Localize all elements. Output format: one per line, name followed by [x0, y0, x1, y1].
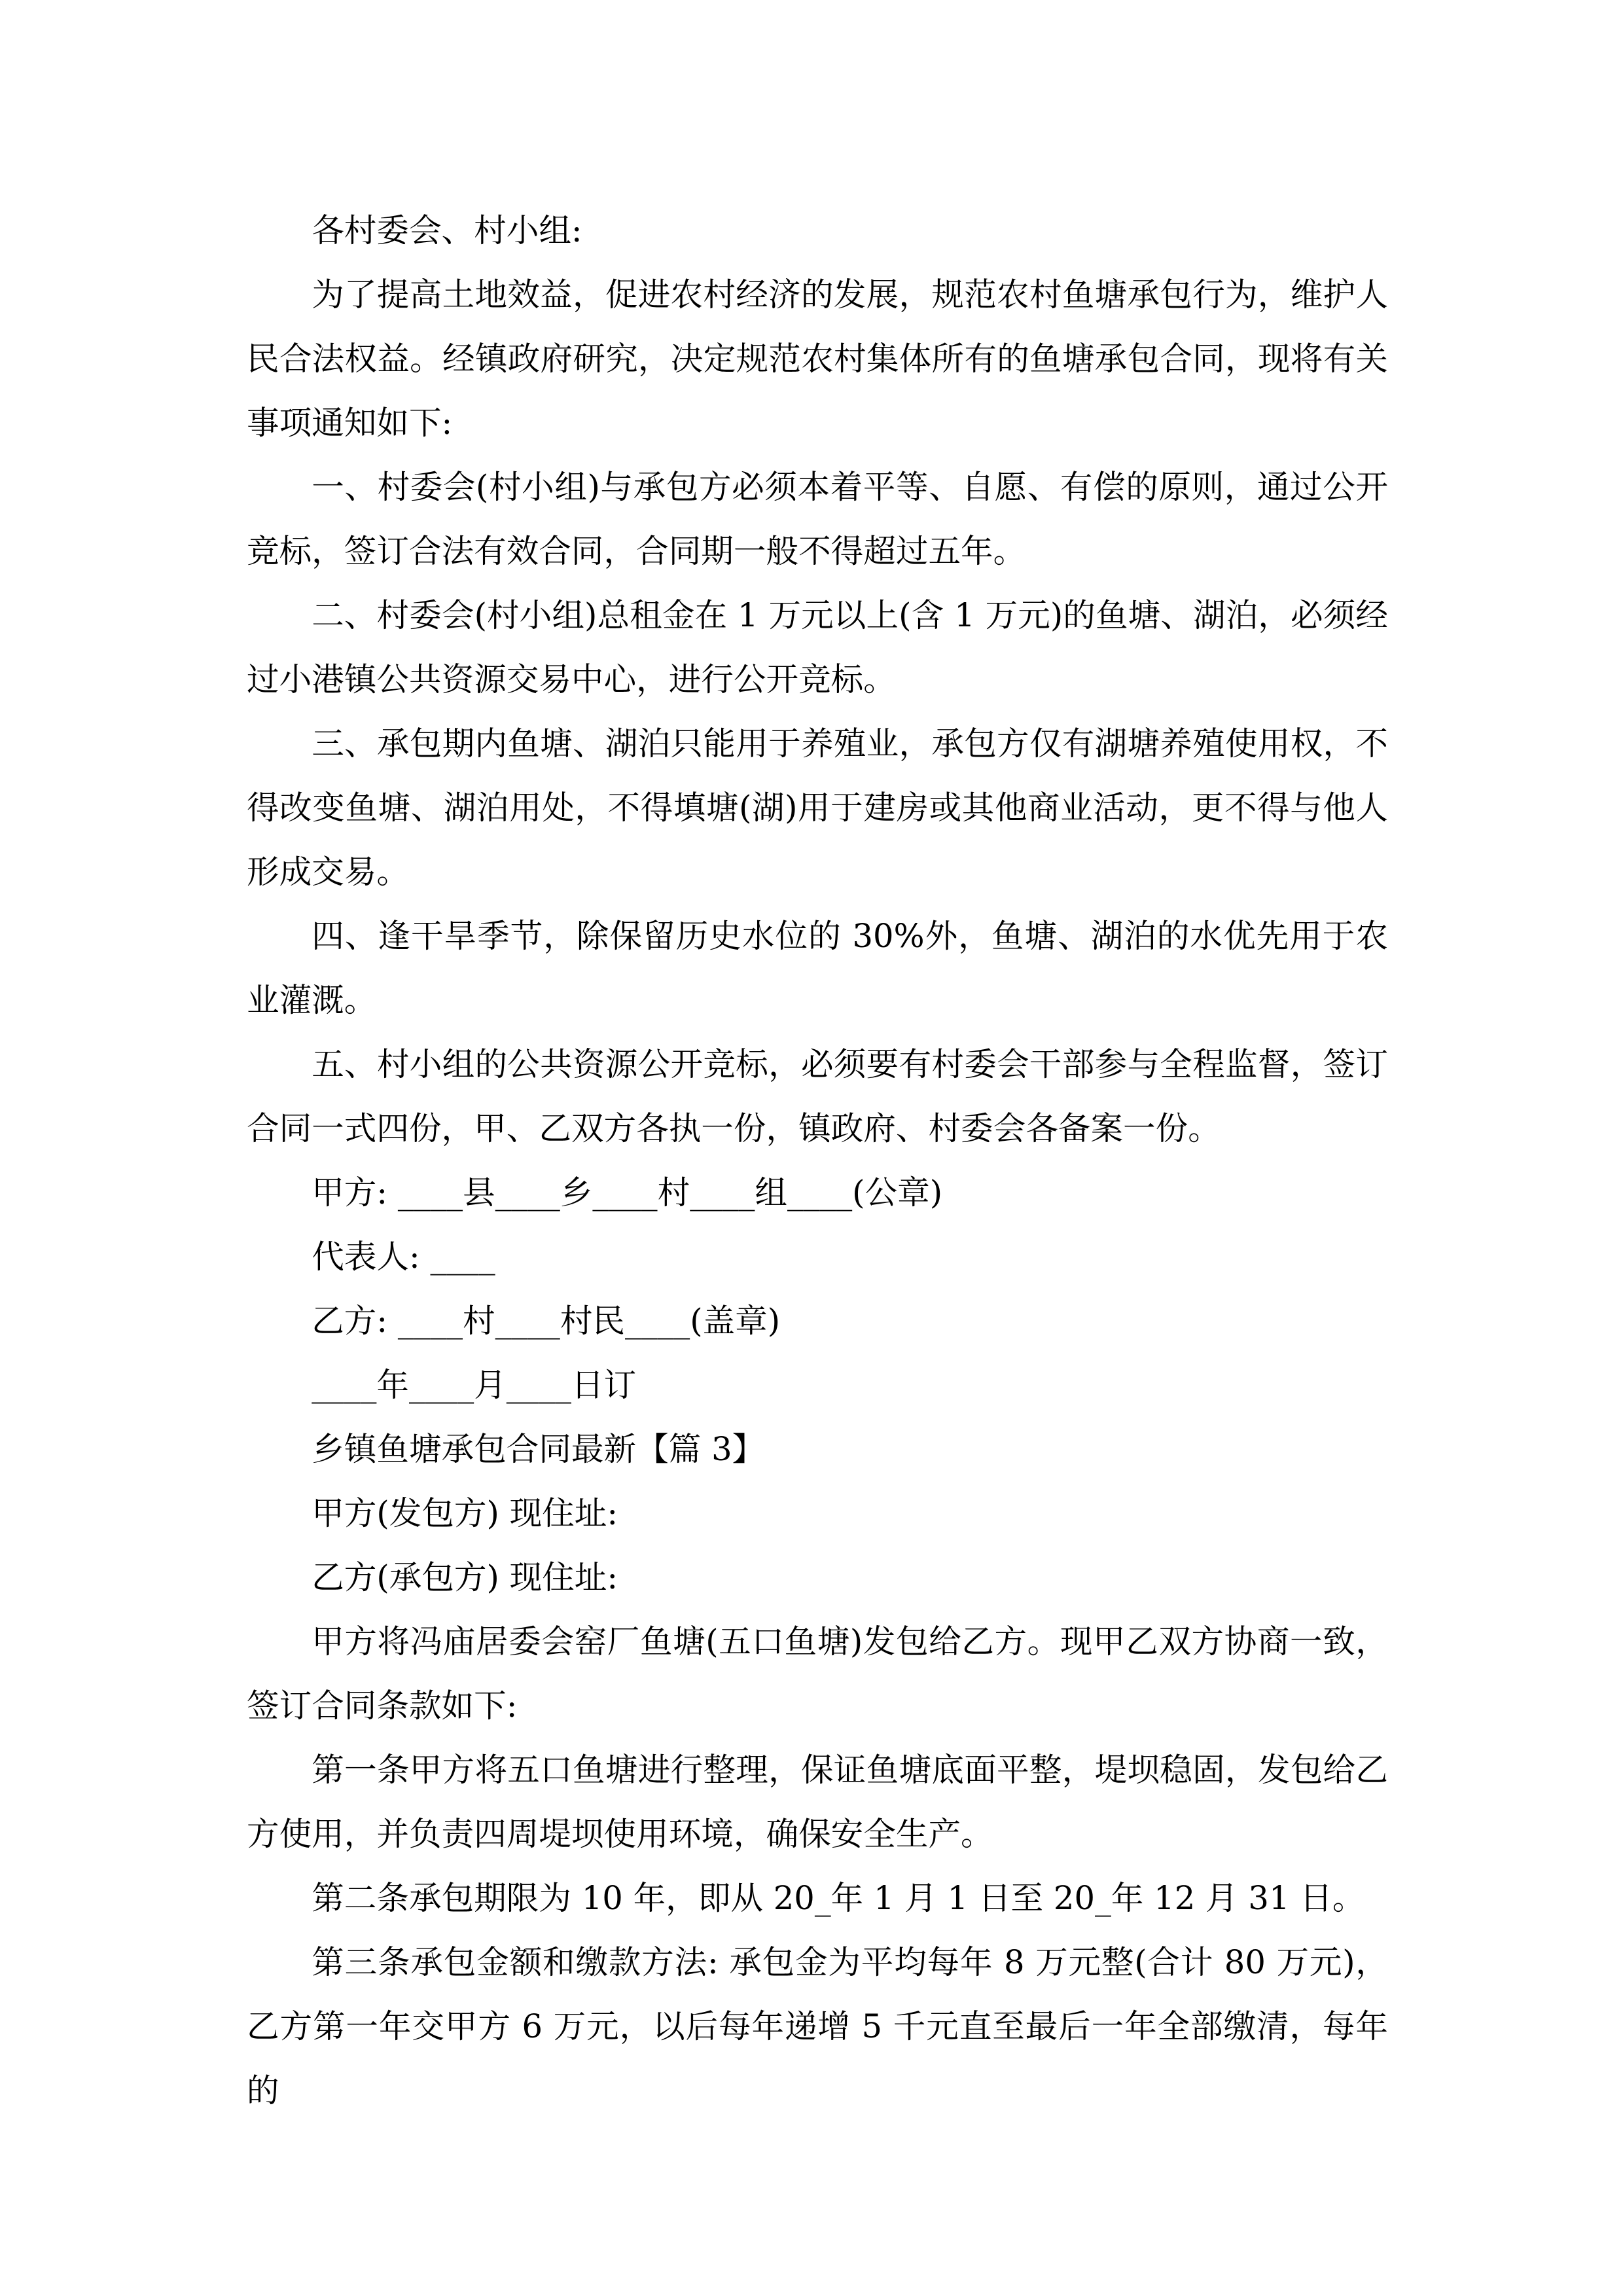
- paragraph-party-a-blank: 甲方: ____县____乡____村____组____(公章): [312, 1174, 943, 1211]
- paragraph-clause-2: 二、村委会(村小组)总租金在 1 万元以上(含 1 万元)的鱼塘、湖泊，必须经过小港镇公共资源交易中心，进行公开竞标。: [247, 596, 1388, 698]
- paragraph-clause-1: 一、村委会(村小组)与承包方必须本着平等、自愿、有偿的原则，通过公开竞标，签订合法有效合同，合同期一般不得超过五年。: [247, 468, 1388, 570]
- paragraph-party-a-address: 甲方(发包方) 现住址:: [312, 1494, 618, 1532]
- paragraph-article-2: 第二条承包期限为 10 年，即从 20_年 1 月 1 日至 20_年 12 月 31 日。: [312, 1879, 1365, 1917]
- paragraph-contract-intro: 甲方将冯庙居委会窑厂鱼塘(五口鱼塘)发包给乙方。现甲乙双方协商一致，签订合同条款如下:: [247, 1623, 1388, 1725]
- paragraph-section-heading: 乡镇鱼塘承包合同最新【篇 3】: [312, 1430, 765, 1468]
- paragraph-preamble: 为了提高土地效益，促进农村经济的发展，规范农村鱼塘承包行为，维护人民合法权益。经镇政府研究，决定规范农村集体所有的鱼塘承包合同，现将有关事项通知如下:: [247, 276, 1388, 442]
- paragraph-clause-3: 三、承包期内鱼塘、湖泊只能用于养殖业，承包方仅有湖塘养殖使用权，不得改变鱼塘、湖泊用处，不得填塘(湖)用于建房或其他商业活动，更不得与他人形成交易。: [247, 725, 1388, 891]
- paragraph-article-3: 第三条承包金额和缴款方法: 承包金为平均每年 8 万元整(合计 80 万元)，乙方第一年交甲方 6 万元，以后每年递增 5 千元直至最后一年全部缴清，每年的: [247, 1943, 1388, 2109]
- paragraph-clause-5: 五、村小组的公共资源公开竞标，必须要有村委会干部参与全程监督，签订合同一式四份，甲、乙双方各执一份，镇政府、村委会各备案一份。: [247, 1045, 1388, 1147]
- paragraph-date-blank: ____年____月____日订: [312, 1366, 637, 1404]
- paragraph-party-b-blank: 乙方: ____村____村民____(盖章): [312, 1302, 781, 1340]
- paragraph-clause-4: 四、逢干旱季节，除保留历史水位的 30%外，鱼塘、湖泊的水优先用于农业灌溉。: [247, 917, 1388, 1019]
- paragraph-party-b-address: 乙方(承包方) 现住址:: [312, 1558, 618, 1596]
- paragraph-representative-blank: 代表人: ____: [312, 1238, 495, 1276]
- paragraph-salutation: 各村委会、村小组:: [312, 211, 582, 249]
- document-body: [247, 198, 1388, 2123]
- paragraph-article-1: 第一条甲方将五口鱼塘进行整理，保证鱼塘底面平整，堤坝稳固，发包给乙方使用，并负责四周堤坝使用环境，确保安全生产。: [247, 1751, 1388, 1853]
